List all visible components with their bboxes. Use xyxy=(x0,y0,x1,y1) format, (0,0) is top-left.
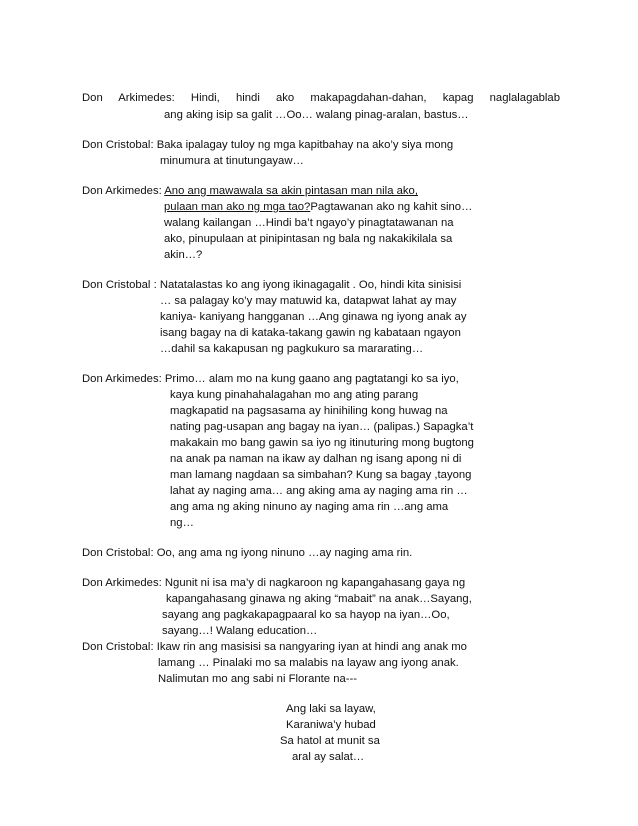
dialogue-line xyxy=(82,138,453,152)
dialogue-line: walang kailangan …Hindi ba’t ngayo’y pinagtatawanan na xyxy=(164,217,454,229)
dialogue-text: Hindi, hindi ako makapagdahan-dahan, kapag naglalagablab xyxy=(190,92,560,104)
verse-line: Ang laki sa layaw, xyxy=(286,703,376,715)
speaker-name: Don Arkimedes: xyxy=(82,373,162,385)
dialogue-text: Oo, ang ama ng iyong ninuno …ay naging ama rin. xyxy=(156,547,413,559)
dialogue-line: … sa palagay ko’y may matuwid ka, datapwat lahat ay may xyxy=(160,295,457,307)
speaker-name: Don Arkimedes: xyxy=(82,577,162,589)
dialogue-line: sayang ang pagkakapagpaaral ko sa hayop na iyan…Oo, xyxy=(162,609,450,621)
dialogue-line: ako, pinupulaan at pinipintasan ng bala ng nakakikilala sa xyxy=(164,233,453,245)
dialogue-text: Pagtawanan ako ng kahit sino… xyxy=(310,201,473,213)
verse-line: Sa hatol at munit sa xyxy=(280,735,380,747)
speaker-name: Don Cristobal : xyxy=(82,279,157,291)
dialogue-line: kapangahasang ginawa ng aking “mabait” na anak…Sayang, xyxy=(166,593,472,605)
underlined-text: Ano ang mawawala sa akin pintasan man nila ako, xyxy=(164,185,418,197)
dialogue-line xyxy=(82,184,418,198)
dialogue-line: akin…? xyxy=(164,249,203,261)
dialogue-line: man lamang nagdaan sa simbahan? Kung sa bagay ,tayong xyxy=(170,469,472,481)
dialogue-text: Baka ipalagay tuloy ng mga kapitbahay na ako’y siya mong xyxy=(156,139,454,151)
dialogue-line: ang aking isip sa galit …Oo… walang pinag-aralan, bastus… xyxy=(164,109,469,121)
verse-line: aral ay salat… xyxy=(292,751,365,763)
dialogue-line xyxy=(82,91,560,105)
dialogue-line: …dahil sa kakapusan ng pagkukuro sa mararating… xyxy=(160,343,424,355)
dialogue-line: lamang … Pinalaki mo sa malabis na layaw ang iyong anak. xyxy=(158,657,459,669)
dialogue-line: nating pag-usapan ang bagay na iyan… (palipas.) Sapagka’t xyxy=(170,421,474,433)
dialogue-line: ang ama ng aking ninuno ay naging ama rin …ang ama xyxy=(170,501,449,513)
speaker-name: Don Cristobal: xyxy=(82,641,154,653)
dialogue-line: Nalimutan mo ang sabi ni Florante na--- xyxy=(158,673,358,685)
verse-line: Karaniwa’y hubad xyxy=(286,719,376,731)
dialogue-line: minumura at tinutungayaw… xyxy=(160,155,304,167)
dialogue-line: kaya kung pinahahalagahan mo ang ating parang xyxy=(170,389,419,401)
dialogue-line: na anak pa naman na ikaw ay dalhan ng isang apong ni di xyxy=(170,453,462,465)
speaker-name: Don Cristobal: xyxy=(82,139,154,151)
dialogue-line xyxy=(82,372,459,386)
dialogue-line xyxy=(82,278,461,292)
speaker-name: Don Arkimedes: xyxy=(82,185,162,197)
dialogue-text: Primo… alam mo na kung gaano ang pagtatangi ko sa iyo, xyxy=(164,373,459,385)
dialogue-line xyxy=(82,546,412,560)
dialogue-line: magkapatid na pagsasama ay hinihiling kong huwag na xyxy=(170,405,448,417)
dialogue-line: ng… xyxy=(170,517,194,529)
dialogue-line: kaniya- kaniyang hangganan …Ang ginawa ng iyong anak ay xyxy=(160,311,467,323)
dialogue-line xyxy=(164,200,472,214)
dialogue-text: Natatalastas ko ang iyong ikinagagalit . Oo, hindi kita sinisisi xyxy=(159,279,462,291)
dialogue-text: Ngunit ni isa ma’y di nagkaroon ng kapangahasang gaya ng xyxy=(164,577,466,589)
speaker-name: Don Cristobal: xyxy=(82,547,154,559)
speaker-name: Don Arkimedes: xyxy=(82,92,175,104)
dialogue-line: makakain mo bang gawin sa iyo ng itinuturing mong bugtong xyxy=(170,437,474,449)
underlined-text: pulaan man ako ng mga tao? xyxy=(164,201,311,213)
dialogue-line: sayang…! Walang education… xyxy=(162,625,318,637)
dialogue-line: isang bagay na di kataka-takang gawin ng kabataan ngayon xyxy=(160,327,461,339)
dialogue-line xyxy=(82,640,467,654)
dialogue-line xyxy=(82,576,465,590)
dialogue-line: lahat ay naging ama… ang aking ama ay naging ama rin … xyxy=(170,485,468,497)
dialogue-text: Ikaw rin ang masisisi sa nangyaring iyan at hindi ang anak mo xyxy=(156,641,467,653)
